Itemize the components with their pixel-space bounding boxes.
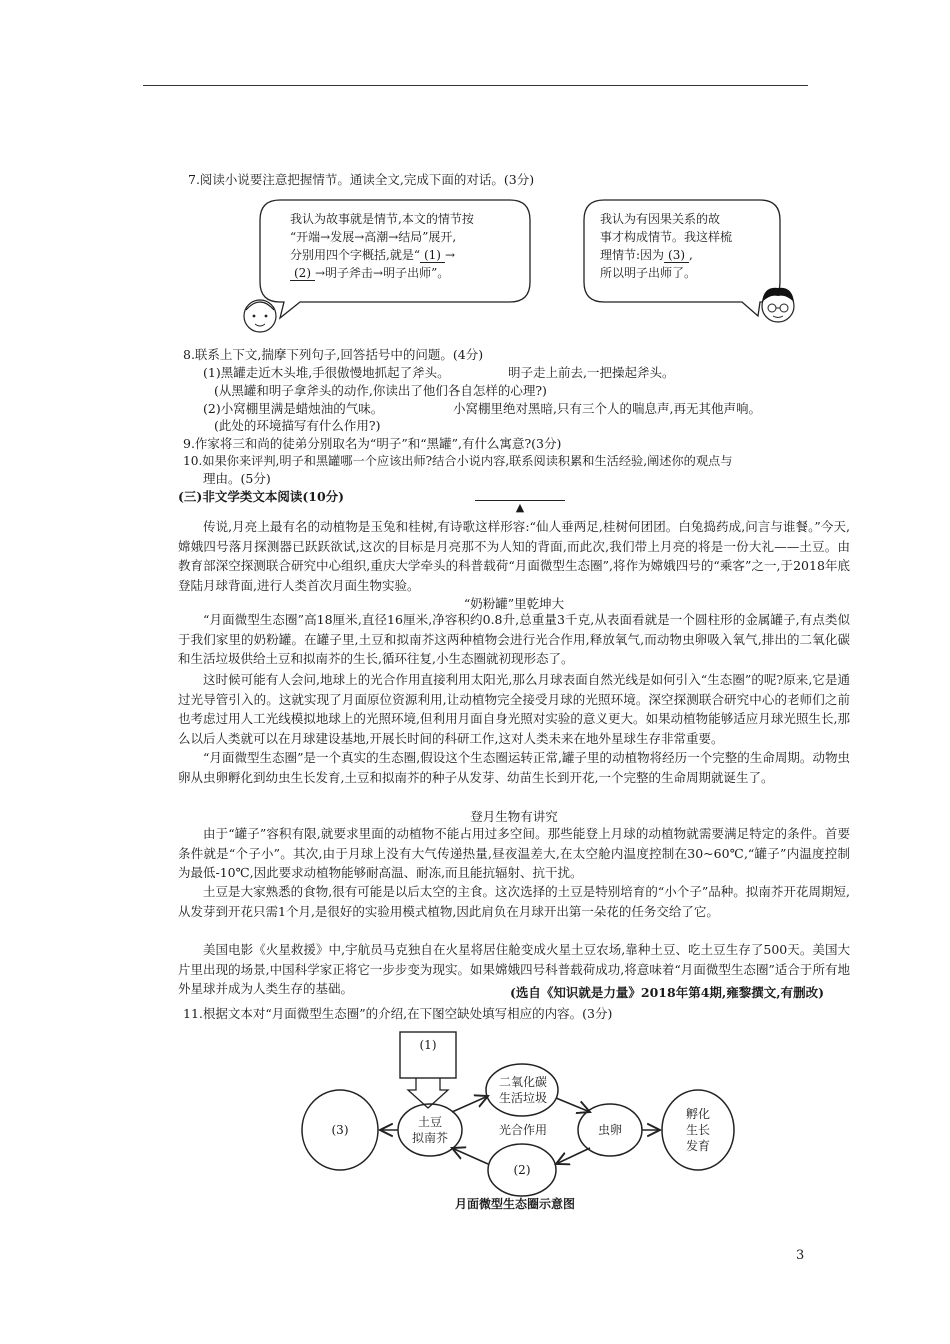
passage-paragraph-6: 土豆是大家熟悉的食物,很有可能是以后太空的主食。这次选择的土豆是特别培育的“小个子”品种。拟南芥开花周期短,从发芽到开花只需1个月,是很好的实验用模式植物,因此肩负在月球开出第一朵花的任务交给了它。 bbox=[178, 884, 850, 919]
left-bubble-text: 我认为故事就是情节,本文的情节按 “开端→发展→高潮→结局”展开, 分别用四个字概括,就是“ (1) → (2) →明子斧击→明子出师”。 bbox=[290, 212, 474, 280]
passage-source: (选自《知识就是力量》2018年第4期,雍黎撰文,有删改) bbox=[510, 985, 825, 1000]
passage-paragraph-4: “月面微型生态圈”是一个真实的生态圈,假设这个生态圈运转正常,罐子里的动植物将经历一个完整的生命周期。动物虫卵从虫卵孵化到幼虫生长发育,土豆和拟南芥的种子从发芽、幼苗生长到开花,一个完整的生命周期就诞生了。 bbox=[178, 750, 850, 785]
passage-paragraph-2: “月面微型生态圈”高18厘米,直径16厘米,净容积约0.8升,总重量3千克,从表面看就是一个圆柱形的金属罐子,有点类似于我们家里的奶粉罐。在罐子里,土豆和拟南芥这两种植物会进行光合作用,释放氧气,而动物虫卵吸入氧气,排出的二氧化碳和生活垃圾供给土豆和拟南芥的生长,循环往复,小生态圈就初现形态了。 bbox=[178, 612, 850, 666]
plant-label: 土豆 拟南芥 bbox=[411, 1115, 448, 1145]
q8-question-2: (此处的环境描写有什么作用?) bbox=[214, 418, 381, 433]
passage-paragraph-5: 由于“罐子”容积有限,就要求里面的动植物不能占用过多空间。那些能登上月球的动植物就需要满足特定的条件。首要条件就是“个子小”。其次,由于月球上没有大气传递热量,昼夜温差大,在太空舱内温度控制在30~60℃,“罐子”内温度控制为最低-10℃,因此要求动植物能够耐高温、耐冻,而且能抗辐射、抗干扰。 bbox=[178, 826, 850, 880]
right-bubble-text: 我认为有因果关系的故 事才构成情节。我这样梳 理情节:因为 (3) , 所以明子出师了。 bbox=[600, 212, 733, 280]
q11-text: 11.根据文本对“月面微型生态圈”的介绍,在下图空缺处填写相应的内容。(3分) bbox=[183, 1006, 613, 1021]
q8-sentence-1a: (1)黑罐走近木头堆,手很傲慢地抓起了斧头。 bbox=[203, 365, 450, 380]
blank-2: (2) bbox=[290, 266, 315, 281]
header-rule bbox=[143, 85, 808, 86]
photosynthesis-label: 光合作用 bbox=[498, 1123, 547, 1137]
diagram-caption: 月面微型生态圈示意图 bbox=[454, 1197, 575, 1211]
passage-subheading-1: “奶粉罐”里乾坤大 bbox=[463, 596, 565, 611]
q8-sentence-1b: 明子走上前去,一把操起斧头。 bbox=[508, 365, 675, 380]
girl-avatar-icon bbox=[244, 300, 276, 332]
q8-sentence-2b: 小窝棚里绝对黑暗,只有三个人的喘息声,再无其他声响。 bbox=[453, 401, 761, 416]
circle-2-label: (2) bbox=[513, 1163, 531, 1177]
q9-text: 9.作家将三和尚的徒弟分别取名为“明子”和“黑罐”,有什么寓意?(3分) bbox=[183, 436, 562, 451]
passage-paragraph-1: 传说,月亮上最有名的动植物是玉兔和桂树,有诗歌这样形容:“仙人垂两足,桂树何团团。白兔捣药成,问言与谁餐。”今天,嫦娥四号落月探测器已跃跃欲试,这次的目标是月亮那不为人知的背面,而此次,我们带上月亮的将是一份大礼——土豆。由教育部深空探测联合研究中心组织,重庆大学牵头的科普载荷“月面微型生态圈”,将作为嫦娥四号的“乘客”之一,于2018年底登陆月球背面,进行人类首次月面生物实验。 bbox=[178, 519, 850, 593]
section-3-heading: (三)非文学类文本阅读(10分) bbox=[178, 489, 345, 504]
q7-text: 7.阅读小说要注意把握情节。通读全文,完成下面的对话。(3分) bbox=[188, 172, 535, 187]
q8-question-1: (从黑罐和明子拿斧头的动作,你读出了他们各自怎样的心理?) bbox=[214, 383, 547, 398]
box-1-label: (1) bbox=[419, 1038, 437, 1052]
q10-text-line1: 10.如果你来评判,明子和黑罐哪一个应该出师?结合小说内容,联系阅读积累和生活经验,阐述你的观点与 bbox=[183, 454, 733, 468]
eggs-label: 虫卵 bbox=[597, 1123, 622, 1137]
title-blank-mark: ▲ bbox=[470, 500, 570, 514]
passage-paragraph-3: 这时候可能有人会问,地球上的光合作用直接利用太阳光,那么月球表面自然光线是如何引入“生态圈”的呢?原来,它是通过光导管引入的。这就实现了月面原位资源利用,让动植物完全接受月球的光照环境。深空探测联合研究中心的老师们之前也考虑过用人工光线模拟地球上的光照环境,但利用月面自身光照对实验的意义更大。如果动植物能够适应月球光照生长,那么以后人类就可以在月球建设基地,开展长时间的科研工作,这对人类未来在地外星球生存非常重要。 bbox=[178, 672, 850, 746]
q8-text: 8.联系上下文,揣摩下列句子,回答括号中的问题。(4分) bbox=[183, 347, 484, 362]
blank-3: (3) bbox=[664, 248, 689, 263]
co2-label: 二氧化碳 生活垃圾 bbox=[498, 1075, 547, 1105]
passage-paragraph-7: 美国电影《火星救援》中,宇航员马克独自在火星将居住舱变成火星土豆农场,靠种土豆、吃土豆生存了500天。美国大片里出现的场景,中国科学家正将它一步步变为现实。如果嫦娥四号科普载荷成功,将意味着“月面微型生态圈”适合于所有地外星球并成为人类生存的基础。 bbox=[178, 942, 850, 996]
page-number: 3 bbox=[796, 1248, 805, 1263]
q10-text-line2: 理由。(5分) bbox=[203, 471, 271, 486]
q8-sentence-2a: (2)小窝棚里满是蜡烛油的气味。 bbox=[203, 401, 384, 416]
circle-3-label: (3) bbox=[331, 1123, 349, 1137]
boy-avatar-icon bbox=[762, 288, 794, 322]
growth-label: 孵化 生长 发育 bbox=[685, 1107, 710, 1153]
blank-1: (1) bbox=[420, 248, 445, 263]
passage-subheading-2: 登月生物有讲究 bbox=[470, 809, 558, 824]
